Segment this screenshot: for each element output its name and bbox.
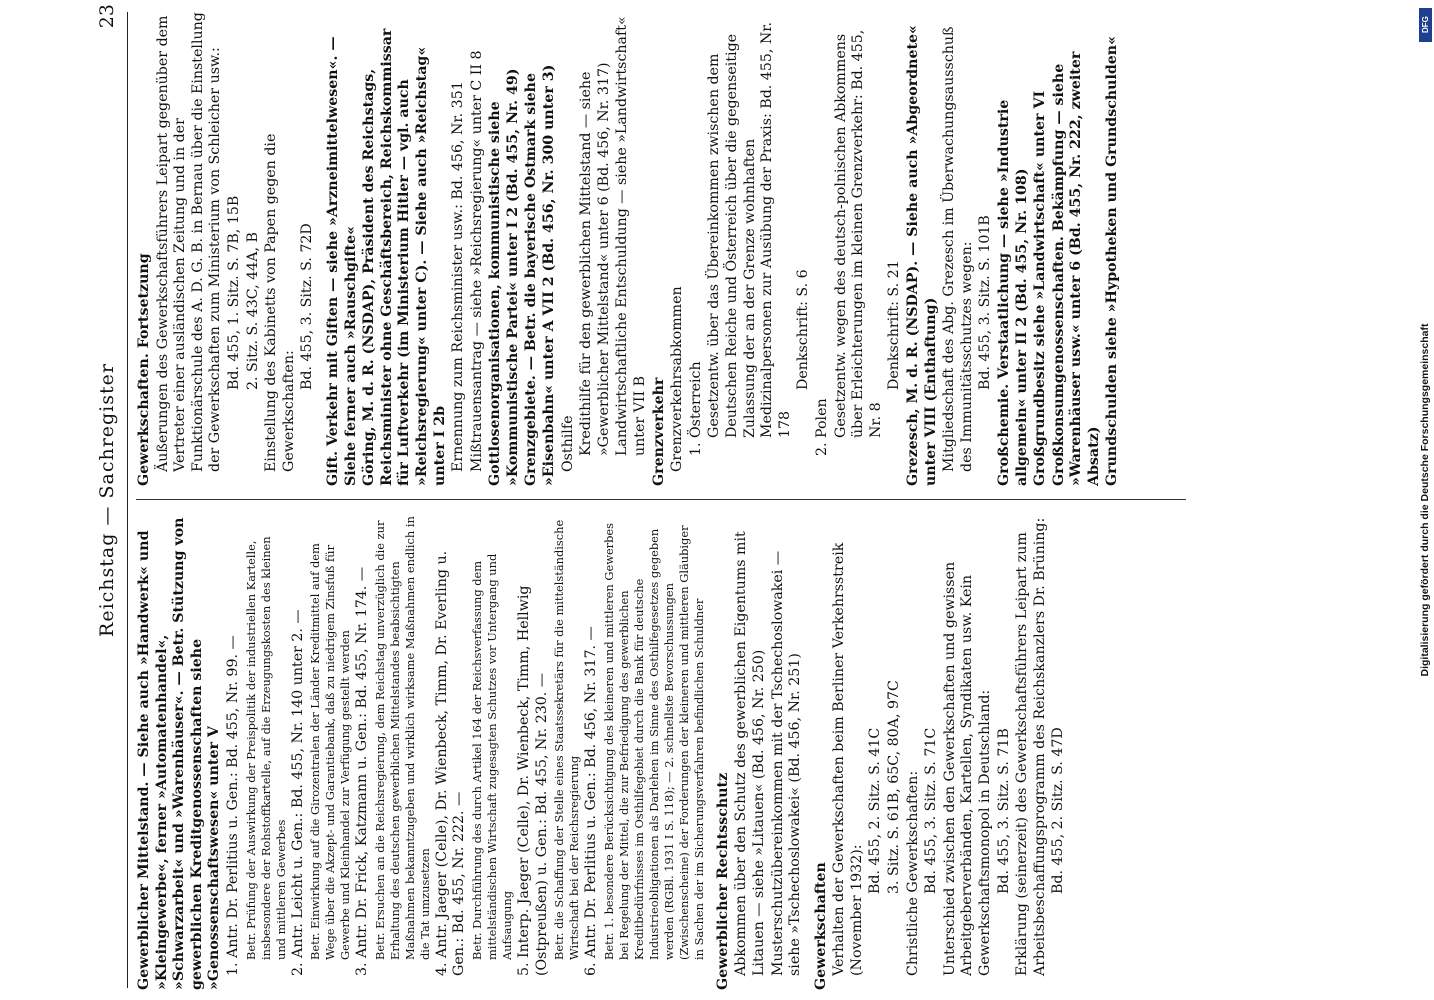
index-heading: Gottlosenorganisationen, kommunistische siehe »Kommunistische Partei« unter I 2 (Bd. 455, Nr. 49) xyxy=(487,68,521,486)
index-heading: Göring, M. d. R. (NSDAP), Präsident des Reichstags, Reichsminister ohne Geschäftsbereich, Reichskommissar für Luftverkehr (im Ministerium Hitler — vgl. auch »Reichsregierung« unter C). — Siehe auch »Reichstag« unter I 2b xyxy=(361,28,448,486)
index-entry: 4. Antr. Jaeger (Celle), Dr. Wienbeck, Timm, Dr. Everling u. Gen.: Bd. 455, Nr. 222. — xyxy=(433,550,468,976)
running-header: Reichstag — Sachregister xyxy=(96,363,118,637)
index-entry xyxy=(708,514,714,990)
index-entry: Betr. Durchführung des durch Artikel 164 der Reichsverfassung dem mittelständischen Wirtschaft zugesagten Schutzes vor Untergang und Aufsaugung xyxy=(469,553,514,960)
index-heading: Gewerblicher Mittelstand. — Siehe auch »Handwerk« und »Kleingewerbe«, ferner »Automatenhandel«, »Schwarzarbeit« und »Warenhäuser«. — Betr. Stützung von gewerblichen Kreditgenossenschaften siehe »Genossenschaftswesen« unter V xyxy=(136,517,223,990)
index-entry: Osthilfe xyxy=(559,415,576,472)
index-entry: Mitgliedschaft des Abg. Grezesch im Überwachungsausschuß des Immunitätsschutzes wegen: xyxy=(941,26,975,472)
index-entry: Gesetzentw. über das Übereinkommen zwischen dem Deutschen Reiche und Österreich über die gegenseitige Zulassung der an der Grenze wohnhaften Medizinalpersonen zur Ausübung der Praxis: Bd. 455, Nr. 178 xyxy=(706,21,793,438)
index-entry xyxy=(318,10,324,486)
index-entry: Einstellung des Kabinetts von Papen gegen die Gewerkschaften: xyxy=(263,133,297,472)
index-heading: Gewerkschaften. Fortsetzung xyxy=(136,253,152,486)
index-entry: Bd. 455, 2. Sitz. S. 47D xyxy=(1050,727,1067,894)
index-entry: Gesetzentw. wegen des deutsch-polnischen Abkommens über Erleichterungen im kleinen Grenzverkehr: Bd. 455, Nr. 8 xyxy=(832,29,884,438)
column-divider xyxy=(136,499,1186,500)
index-entry: 2. Sitz. S. 43C, 44A, B xyxy=(244,232,261,390)
index-entry: Mißtrauensantrag — siehe »Reichsregierung« unter C II 8 xyxy=(468,50,485,472)
index-entry: Verhalten der Gewerkschaften beim Berliner Verkehrsstreik (November 1932): xyxy=(831,542,865,976)
index-entry: Musterschutzübereinkommen mit der Tschechoslowakei — siehe »Tschechoslowakei« (Bd. 456, Nr. 251) xyxy=(769,550,804,976)
index-entry: Bd. 455, 1. Sitz. S. 7B, 15B xyxy=(225,195,242,390)
index-entry: Christliche Gewerkschaften: xyxy=(904,770,921,976)
index-entry: Betr. Einwirkung auf die Girozentralen der Länder Kreditmittel auf dem Wege über die Akzept- und Garantiebank, daß zu niedrigem Zinsfuß für Gewerbe und Kleinhandel zur Verfügung gestellt werden xyxy=(308,543,353,960)
index-entry: Bd. 455, 3. Sitz. S. 101B xyxy=(977,215,994,390)
index-entry: Äußerungen des Gewerkschaftsführers Leipart gegenüber dem Vertreter einer ausländischen Zeitung und in der Funktionärschule des A. D. G. B. in Bernau über die Einstellung der Gewerkschaften zum Ministerium von Schleicher usw.: xyxy=(154,12,224,472)
right-column xyxy=(136,10,1123,486)
index-heading: Großchemie. Verstaatlichung — siehe »Industrie allgemein« unter II 2 (Bd. 455, Nr. 108) xyxy=(995,99,1030,486)
digitization-sidebar xyxy=(1416,0,1434,1000)
index-entry: Betr. 1. besondere Berücksichtigung des kleineren und mittleren Gewerbes bei Regelung der Mittel, die zur Befriedigung des gewerblichen Kreditbedürfnisses im Osthilfegebiet durch die Bank für deutsche Industrieobligationen als Darlehen im Sinne des Osthilfegesetzes gegeben werden (RGBl. 1931 I S. 118); — 2. schnellste Bevorschussungen (Zwischenscheine) der Forderungen der kleineren und mittleren Gläubiger in Sachen der im Sicherungsverfahren befindlichen Schuldner xyxy=(601,522,706,960)
index-heading: Gift. Verkehr mit Giften — siehe »Arzneimittelwesen«. — Siehe ferner auch »Rauschgifte« xyxy=(324,36,359,486)
index-heading: Gewerblicher Rechtsschutz xyxy=(714,772,731,990)
left-column xyxy=(136,514,1069,990)
index-entry: 6. Antr. Dr. Perlitius u. Gen.: Bd. 456, Nr. 317. — xyxy=(583,626,600,976)
index-entry: Grenzverkehrsabkommen xyxy=(669,286,686,472)
page-number: 23 xyxy=(96,4,118,29)
index-entry: 3. Sitz. S. 61B, 65C, 80A, 97C xyxy=(886,680,903,894)
index-entry: Denkschrift: S. 6 xyxy=(795,269,812,390)
index-heading: Grezesch, M. d. R. (NSDAP). — Siehe auch »Abgeordnete« unter VIII (Enthaftung) xyxy=(904,25,939,486)
index-heading: Großgrundbesitz siehe »Landwirtschaft« unter VI xyxy=(1032,90,1049,486)
index-entry: 1. Österreich xyxy=(687,361,704,456)
index-entry: Kredithilfe für den gewerblichen Mittelstand — siehe »Gewerblicher Mittelstand« unter 6 (Bd. 456, Nr. 317) xyxy=(578,62,612,456)
dfg-logo: DFG xyxy=(1419,8,1432,42)
index-heading: Grundschulden siehe »Hypotheken und Grundschulden« xyxy=(1104,36,1121,486)
index-entry: Bd. 455, 3. Sitz. S. 71C xyxy=(923,727,940,894)
index-entry: Bd. 455, 2. Sitz. S. 41C xyxy=(867,727,884,894)
index-entry: Bd. 455, 3. Sitz. S. 71B xyxy=(995,728,1012,894)
digitization-credit: Digitalisierung gefördert durch die Deutsche Forschungsgemeinschaft xyxy=(1419,323,1431,677)
index-entry: Bd. 455, 3. Sitz. S. 72D xyxy=(299,223,316,390)
index-entry: Betr. die Schaffung der Stelle eines Staatssekretärs für die mittelständische Wirtschaft bei der Reichsregierung xyxy=(552,519,582,960)
index-entry: 3. Antr. Dr. Frick, Katzmann u. Gen.: Bd. 455, Nr. 174. — xyxy=(354,566,371,976)
index-heading: Grenzgebiete. — Betr. die bayerische Ostmark siehe »Eisenbahn« unter A VII 2 (Bd. 456, Nr. 300 unter 3) xyxy=(523,64,558,486)
index-heading: Großkonsumgenossenschaften. Bekämpfung — siehe »Warenhäuser usw.« unter 6 (Bd. 455, Nr. 222, zweiter Absatz) xyxy=(1050,51,1102,486)
index-entry: Denkschrift: S. 21 xyxy=(886,260,903,390)
index-entry: 2. Antr. Leicht u. Gen.: Bd. 455, Nr. 140 unter 2. — xyxy=(289,609,306,976)
index-entry: Betr. Ersuchen an die Reichsregierung, dem Reichstag unverzüglich die zur Erhaltung des deutschen gewerblichen Mittelstandes beabsichtigten Maßnahmen bekanntzugeben und wirklich wirksame Maßnahmen endlich in die Tat umzusetzen xyxy=(372,516,432,960)
index-entry: Abkommen über den Schutz des gewerblichen Eigentums mit Litauen — siehe »Litauen« (Bd. 456, Nr. 250) xyxy=(733,531,767,976)
index-entry: Betr. Prüfung der Auswirkung der Preispolitik der industriellen Kartelle, insbesondere der Rohstoffkartelle, auf die Erzeugungskosten des kleinen und mittleren Gewerbes xyxy=(243,536,288,960)
index-entry: Landwirtschaftliche Entschuldung — siehe »Landwirtschaft« unter VII B xyxy=(614,16,649,456)
index-heading: Gewerkschaften xyxy=(812,862,829,990)
index-entry: Unterschied zwischen den Gewerkschaften und gewissen Arbeitgeberverbänden, Kartellen, Syndikaten usw. Kein Gewerkschaftsmonopol in Deutschland: xyxy=(941,561,994,976)
index-heading: Grenzverkehr xyxy=(650,377,667,486)
index-entry: Erklärung (seinerzeit) des Gewerkschaftsführers Leipart zum Arbeitsbeschaffungsprogramm des Reichskanzlers Dr. Brüning: xyxy=(1014,517,1048,976)
index-entry: 1. Antr. Dr. Perlitius u. Gen.: Bd. 455, Nr. 99. — xyxy=(224,635,241,976)
index-entry: Ernennung zum Reichsminister usw.: Bd. 456, Nr. 351 xyxy=(450,81,467,472)
index-entry: 2. Polen xyxy=(813,398,830,456)
index-entry xyxy=(806,514,812,990)
header-rule xyxy=(127,12,128,988)
index-entry: 5. Interp. Jaeger (Celle), Dr. Wienbeck, Timm, Hellwig (Ostpreußen) u. Gen.: Bd. 455, Nr. 230. — xyxy=(515,585,550,976)
